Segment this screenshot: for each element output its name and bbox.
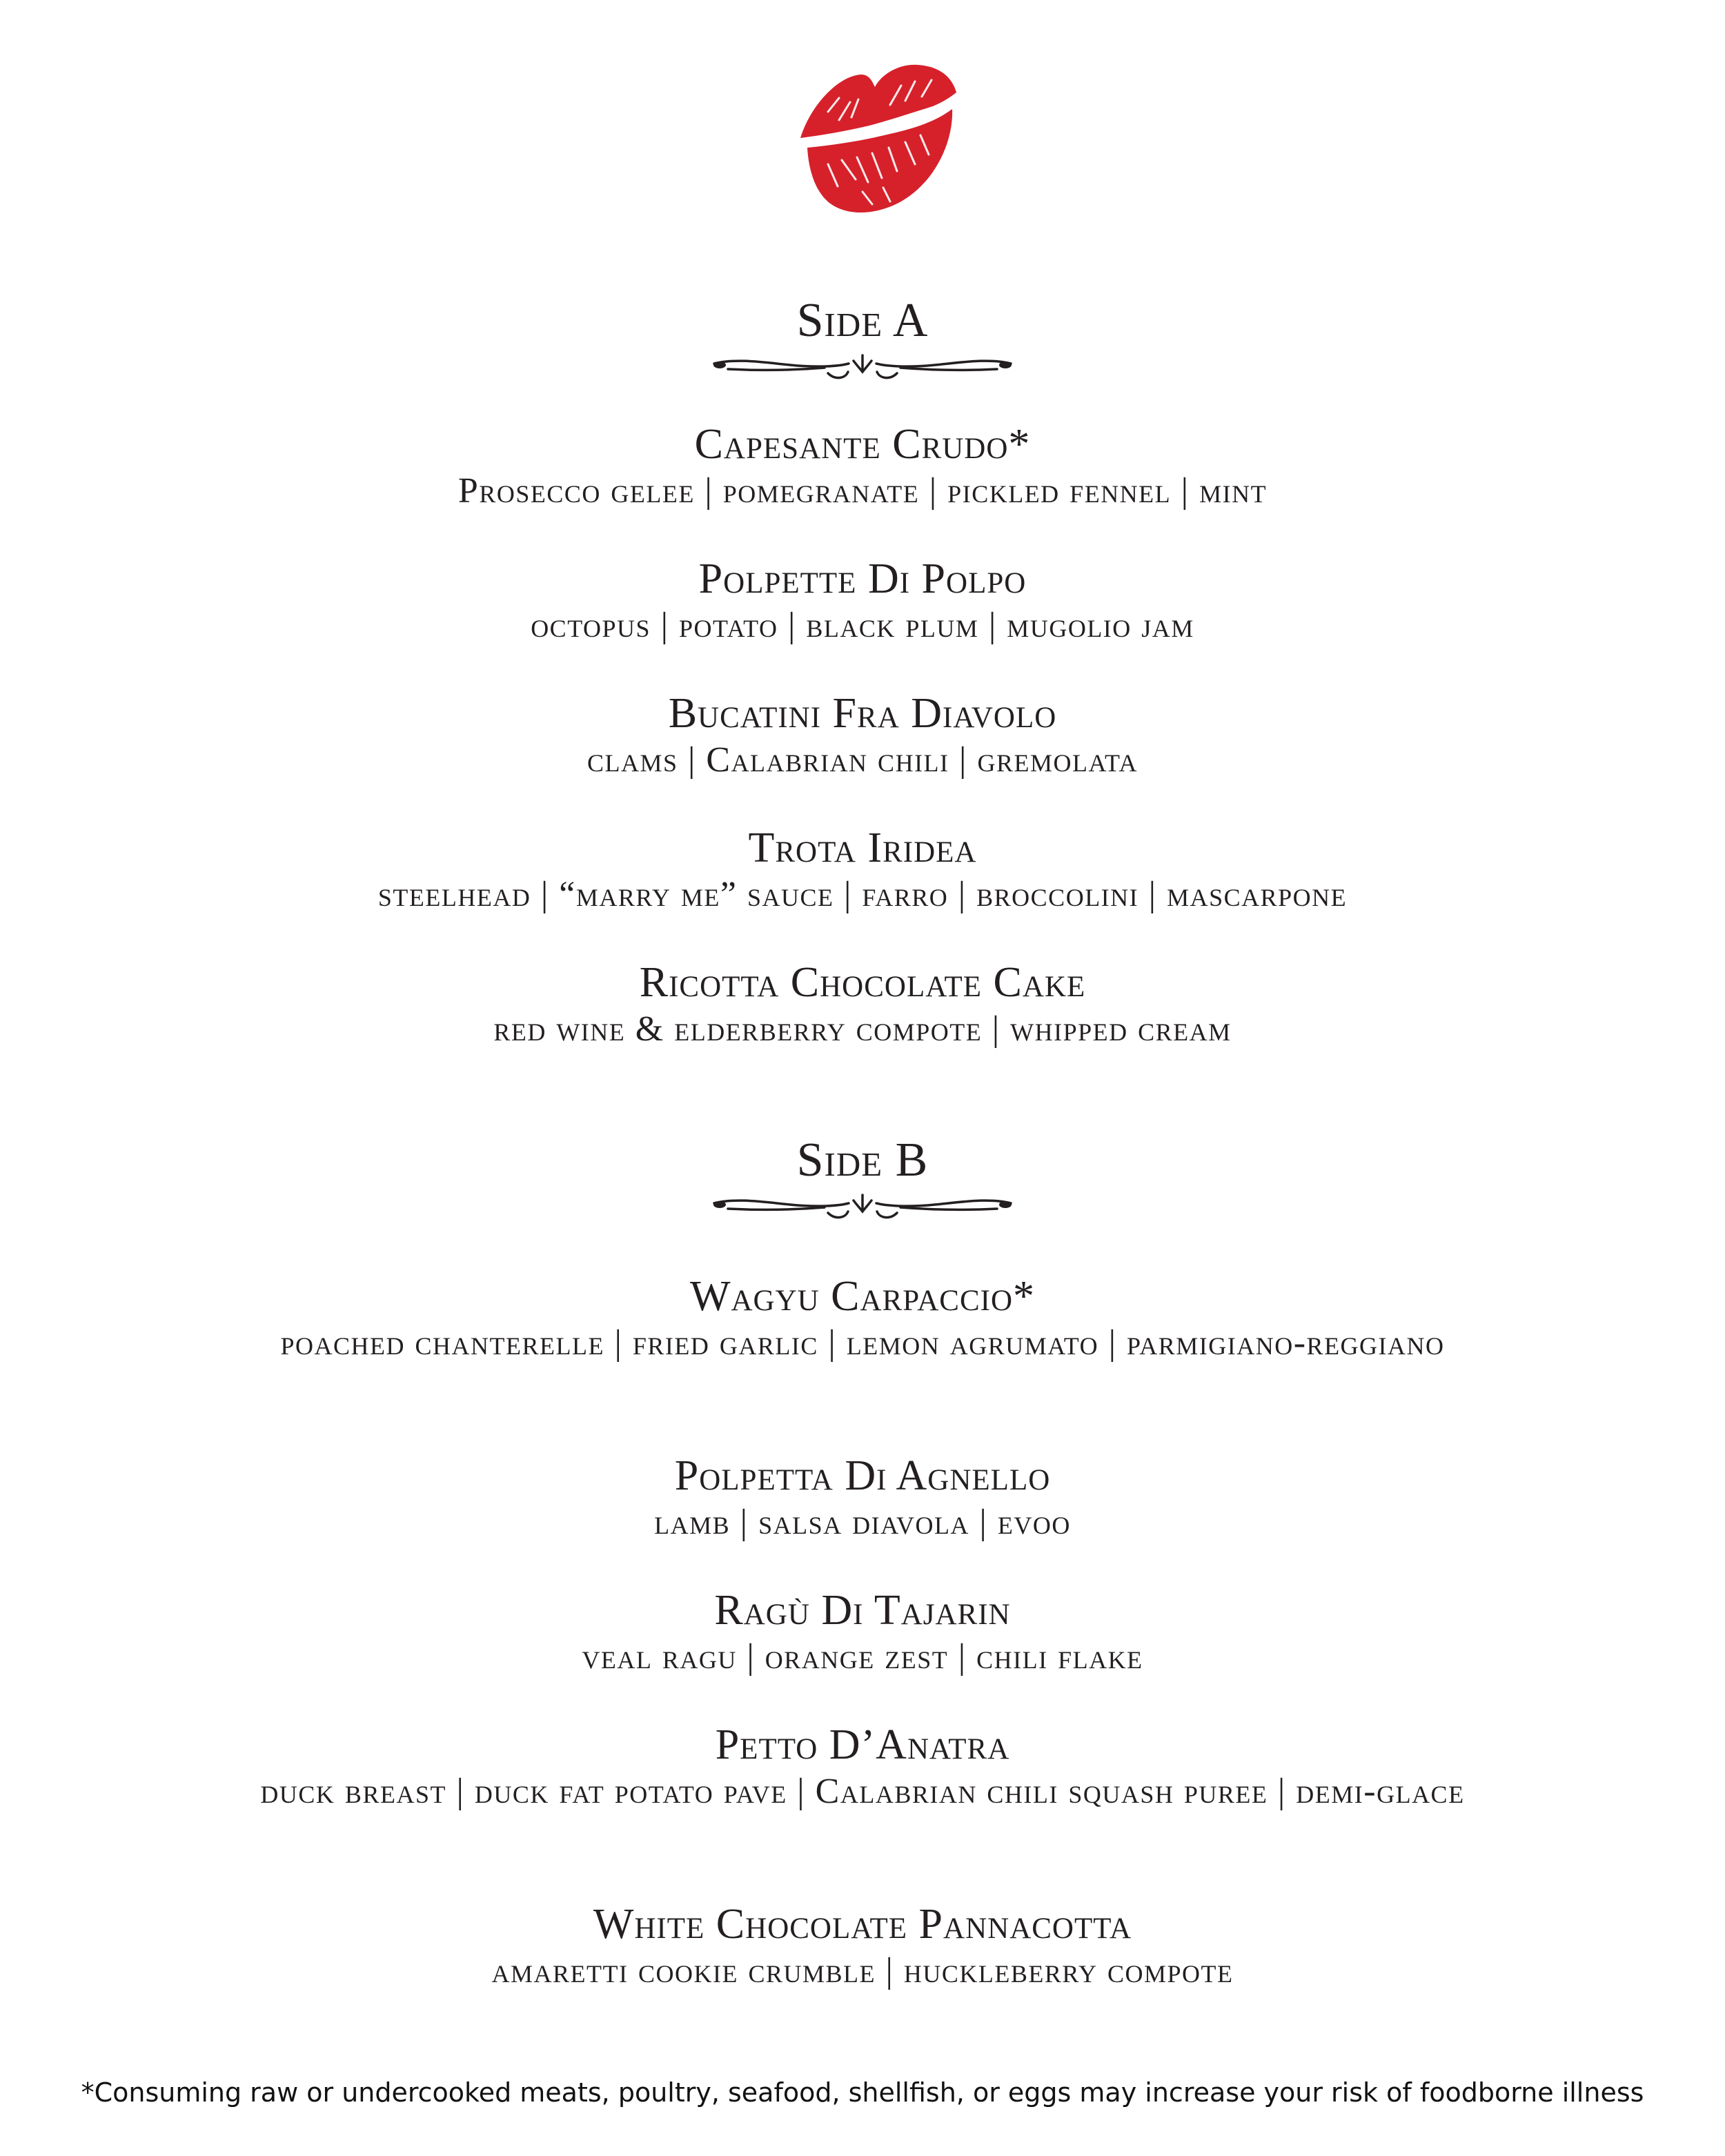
dish-description: steelhead | “marry me” sauce | farro | broccolini | mascarpone xyxy=(377,875,1348,914)
dish-description: clams | Calabrian chili | gremolata xyxy=(586,740,1138,780)
side-a-title: Side A xyxy=(796,294,929,347)
dish-name: Polpette Di Polpo xyxy=(698,555,1027,602)
menu-item xyxy=(207,421,1518,513)
dish-description: amaretti cookie crumble | huckleberry compote xyxy=(491,1951,1234,1990)
dish-name: Petto D’Anatra xyxy=(715,1721,1010,1768)
menu-item xyxy=(207,690,1518,782)
menu-item xyxy=(207,555,1518,648)
flourish-divider-icon xyxy=(707,348,1018,383)
dish-name: Bucatini Fra Diavolo xyxy=(668,690,1057,737)
menu-item xyxy=(207,1901,1518,1993)
dish-description: poached chanterelle | fried garlic | lemon agrumato | parmigiano-reggiano xyxy=(280,1323,1445,1363)
dish-name: Ricotta Chocolate Cake xyxy=(639,959,1086,1006)
dish-name: Ragù Di Tajarin xyxy=(714,1587,1011,1634)
dish-description: octopus | potato | black plum | mugolio jam xyxy=(531,606,1194,645)
dish-description: veal ragu | orange zest | chili flake xyxy=(582,1637,1143,1677)
lips-kiss-icon xyxy=(780,57,959,222)
dish-name: White Chocolate Pannacotta xyxy=(593,1901,1132,1948)
menu-item xyxy=(207,959,1518,1051)
dish-description: lamb | salsa diavola | evoo xyxy=(654,1503,1071,1542)
dish-name: Trota Iridea xyxy=(748,824,977,871)
dish-description: duck breast | duck fat potato pave | Calabrian chili squash puree | demi-glace xyxy=(260,1772,1465,1811)
menu-item xyxy=(207,1273,1518,1365)
dish-name: Capesante Crudo* xyxy=(694,421,1031,468)
menu-item xyxy=(207,1721,1518,1814)
dish-name: Polpetta Di Agnello xyxy=(674,1452,1051,1499)
menu-item xyxy=(207,1452,1518,1545)
dish-description: Prosecco gelee | pomegranate | pickled fennel | mint xyxy=(457,471,1268,511)
flourish-divider-icon xyxy=(707,1188,1018,1223)
menu-item xyxy=(207,1587,1518,1679)
dish-description: red wine & elderberry compote | whipped cream xyxy=(493,1009,1232,1049)
dish-name: Wagyu Carpaccio* xyxy=(689,1273,1036,1320)
menu-item xyxy=(207,824,1518,917)
side-b-title: Side B xyxy=(796,1134,929,1187)
food-safety-disclaimer: *Consuming raw or undercooked meats, poultry, seafood, shellfish, or eggs may increase your risk of foodborne illness xyxy=(81,2077,1644,2108)
